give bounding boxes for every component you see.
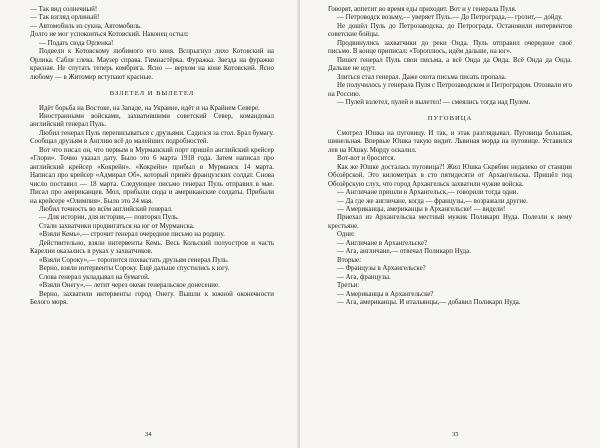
paragraph: Верно, захватили интервенты город Онегу. Вышли к южной оконечности Белого моря. (30, 290, 274, 306)
paragraph: Пишет генерал Пуль свои письма, а всё Онда да Онда. Всё Онда да Онда. Дальше не идут. (328, 56, 572, 73)
paragraph: — Ага, американцы. И итальянцы,— добавил Поликарп Нуда. (337, 298, 521, 306)
paragraph: Смотрел Юшка на пуговицу. И так, и этак разглядывал. Пуговица большая, шинельная. Впервые Юшка такую видит. Львиная морда на пуговице. Уставился лев на Юшку. Морду оскалил. (328, 129, 572, 154)
paragraph: Верно, взяли интервенты Сороку. Ещё дальше спустились к югу. (39, 265, 230, 273)
paragraph: Говорят, аппетит во время еды приходит. Вот и у генерала Пуля. (328, 6, 517, 13)
text-line: — Так вид солнечный! (30, 6, 98, 13)
paragraph: Долго не мог успокоиться Котовский. Наконец остыл: (30, 31, 189, 39)
paragraph: — Пулей взлетел, пулей и вылетел! — смеялись тогда над Пулем. (337, 98, 531, 106)
paragraph: — Англичане пришли в Архангельск,— говорили тогда одни. (337, 189, 519, 197)
paragraph: Не дошёл Пуль до Петрозаводска, до Петрограда. Остановили интервентов советские бойцы. (328, 22, 572, 39)
page-number: 35 (452, 431, 459, 438)
paragraph: Злиться стал генерал. Даже охота письма писать пропала. (337, 73, 507, 81)
paragraph: «Взяли Сороку»,— торопится похвастать друзьям генерал Пуль. (39, 256, 229, 264)
chapter-title: ПУГОВИЦА (427, 115, 473, 123)
paragraph: Подвели к Котовскому любимого его коня. Вспрыгнул лихо Котовский на Орлика. Сабля слева. Маузер справа. Гимнастёрка. Фуражка. Звезда на фуражке красная. Не спутать теперь комбрига. Ясно — верхом на коне Котовский. Ясно любому — в Житомир вступают красные. (30, 48, 274, 81)
paragraph: — Да где же англичане, когда — французы,— возражали другие. (337, 197, 528, 205)
paragraph: Идёт борьба на Востоке, на Западе, на Украине, идёт и на Крайнем Севере. (39, 104, 260, 112)
paragraph: Стали захватчики продвигаться на юг от Мурманска. (39, 222, 195, 230)
paragraph: Любил точность во всём английский генерал. (39, 205, 173, 213)
paragraph: — Ага, англичане,— отвечал Поликарп Нуда. (337, 248, 471, 256)
text-line: — Так взгляд орлиный! (30, 14, 100, 22)
paragraph: Не получилось у генерала Пуля с Петрозаводском и Петроградом. Отозвали его на Россию. (328, 82, 572, 98)
paragraph: Третьи: (337, 282, 360, 290)
paragraph: Любил генерал Пуль переписываться с друзьями. Садился за стол. Брал бумагу. Сообщал друзьям в Англию всё до малейших подробностей. (30, 129, 274, 146)
paragraph: — Американцы в Архангельске? (337, 290, 434, 298)
paragraph: Вот-вот и бросится. (337, 155, 396, 163)
paragraph: — Для истории, для истории,— повторял Пуль. (39, 214, 179, 222)
left-page-column (30, 6, 274, 307)
paragraph: — Петроводск возьму,— уверяет Пуль.— До Петрограда,— грозит,— дойду. (337, 14, 563, 22)
paragraph: Продвинулись захватчики до реки Онда. Пуль отправил очередное своё письмо. В конце приписал: «Тороплюсь, идём дальше, на юг». (328, 39, 572, 56)
paragraph: Иностранными войсками, захватившими советский Север, командовал английский генерал Пуль. (30, 112, 274, 129)
text-line: — Автомобиль из сукна, Автомобиль. (30, 22, 142, 30)
paragraph: Одни: (337, 231, 355, 239)
paragraph: — Ага, французы. (337, 273, 391, 281)
page-number: 34 (145, 431, 152, 438)
paragraph: «Взяли Онегу»,— летит через океан генеральское донесение. (39, 282, 220, 290)
paragraph: — Подать сюда Орленка! (39, 39, 114, 47)
paragraph: Вот что писал он, что первым в Мурманский порт пришёл английский крейсер «Глори». Точно указал дату. Было это 6 марта 1918 года. Затем написал про английский крейсер «Кокрейн». «Кокрейн» прибыл в Мурманск 14 марта. Написал про крейсер «Адмирал Об», который привёз французских солдат. Снова число поставил — 18 марта. Следующее письмо генерал Пуль отправил в мае. Писал про американцев. Мол, прибыли сюда и американские солдаты. Прибыли на крейсере «Олимпия». Было это 24 мая. (30, 146, 274, 205)
paragraph: Вторые: (337, 256, 362, 264)
paragraph: «Взяли Кемь»,— строчит генерал очередное письмо на родину. (39, 231, 225, 239)
right-page-column (328, 6, 572, 307)
paragraph: Как же Юшке досталась пуговица?! Жил Юшка Скрябин недалеко от станции Обозёрской. Это километрах в сто пятидесяти от Архангельска. Пришёл под Обозёрскую слух, что город Архангельск захватили чужие войска. (328, 163, 572, 188)
right-page (300, 0, 600, 448)
paragraph: — Американцы, американцы в Архангельске! — видели! (337, 205, 506, 213)
paragraph: Приехал из Архангельска местный мужик Поликарп Нуда. Полезли к нему крестьяне. (328, 214, 572, 230)
paragraph: — Англичане в Архангельске? (337, 239, 428, 247)
paragraph: — Французы в Архангельске? (337, 265, 426, 273)
chapter-title: ВЗЛЕТЕЛ И ВЫЛЕТЕЛ (109, 90, 195, 98)
paragraph: Слова генерал укладывал на бумагой. (39, 273, 150, 281)
paragraph: Действительно, взяли интервенты Кемь. Весь Кольский полуостров и часть Карелии оказались в руках у захватчиков. (30, 239, 274, 256)
